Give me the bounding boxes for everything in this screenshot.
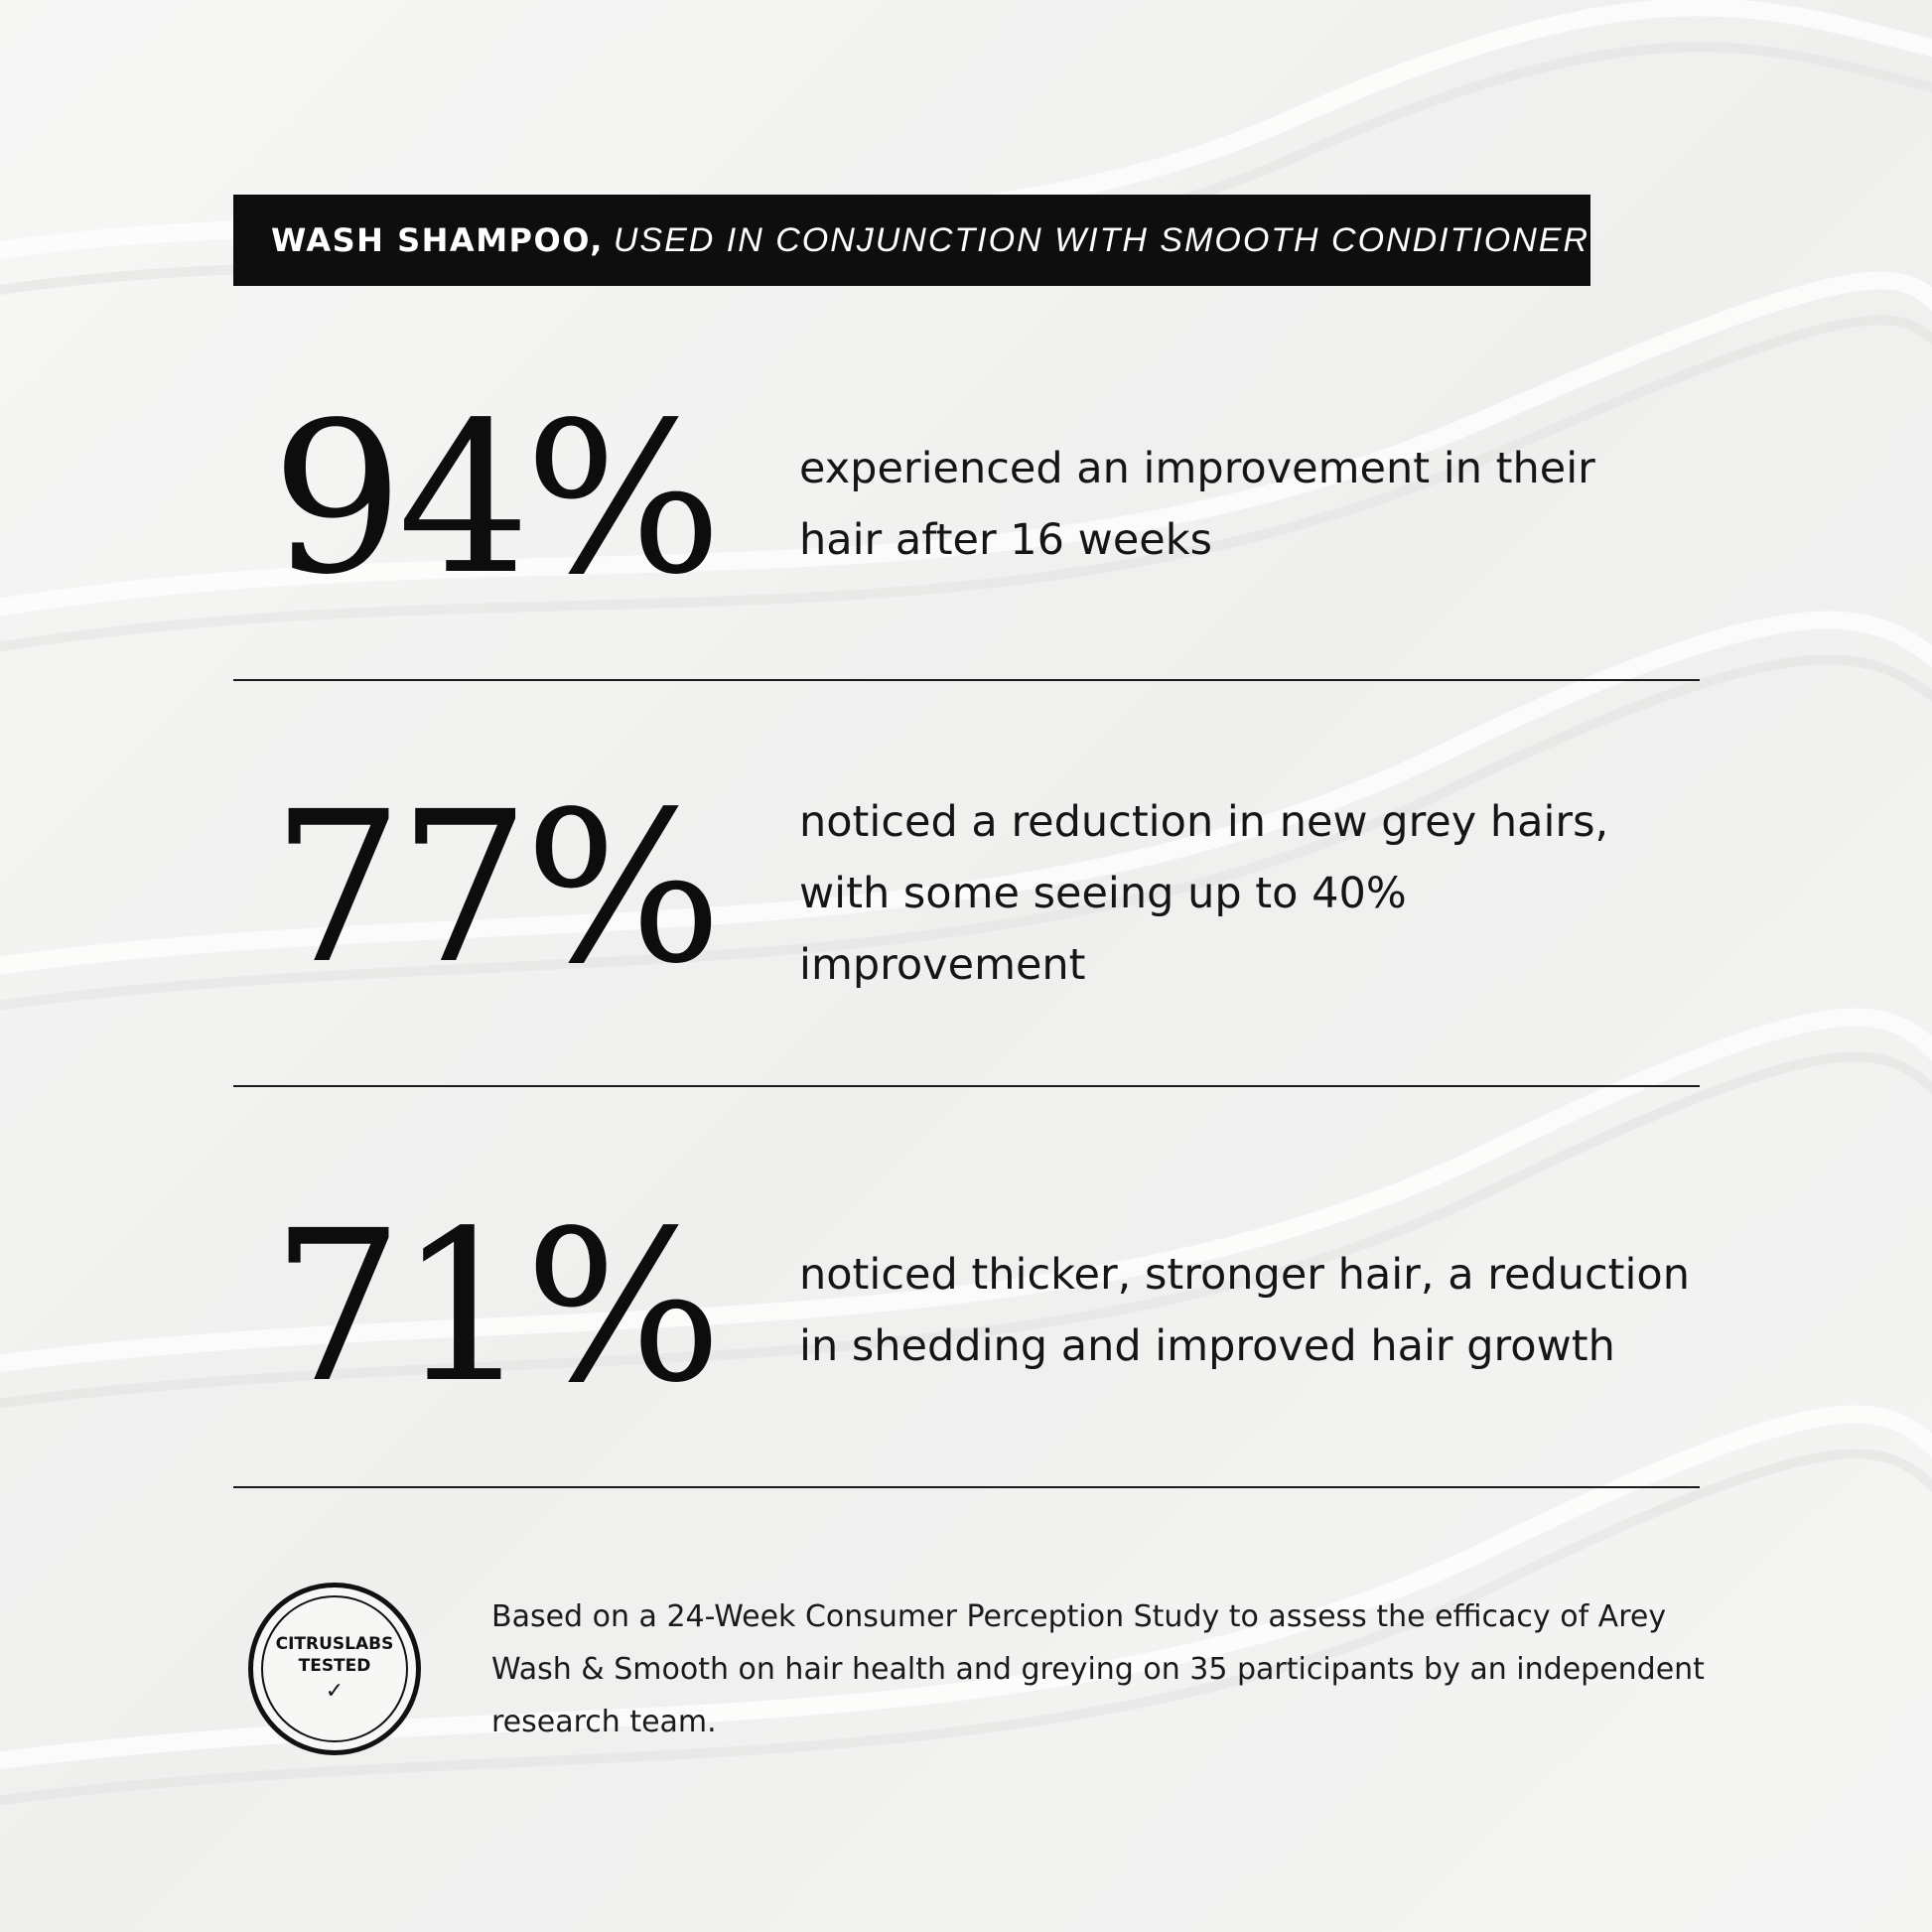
badge-brand-text: CITRUSLABS bbox=[275, 1634, 394, 1654]
stat-percentage: 71% bbox=[271, 1185, 717, 1429]
divider-line bbox=[233, 1085, 1700, 1087]
section-header-bar bbox=[233, 195, 1590, 286]
badge-status-text: TESTED bbox=[298, 1656, 371, 1676]
stat-description: noticed thicker, stronger hair, a reduction in shedding and improved hair growth bbox=[799, 1250, 1690, 1371]
study-footnote: Based on a 24-Week Consumer Perception Study to assess the efficacy of Arey Wash & Smooth on hair health and greying on 35 participants by an independent research team. bbox=[491, 1599, 1705, 1739]
product-name: WASH SHAMPOO, bbox=[271, 221, 604, 259]
citruslabs-tested-badge bbox=[248, 1583, 421, 1755]
stat-row-2 bbox=[233, 735, 1700, 1072]
product-usage-note: USED IN CONJUNCTION WITH SMOOTH CONDITIONER bbox=[613, 220, 1590, 259]
stat-row-3 bbox=[233, 1152, 1700, 1469]
divider-line bbox=[233, 679, 1700, 681]
stat-description: noticed a reduction in new grey hairs, with some seeing up to 40% improvement bbox=[799, 797, 1609, 990]
stat-percentage: 94% bbox=[271, 377, 717, 621]
stat-row-1 bbox=[233, 357, 1700, 675]
divider-line bbox=[233, 1486, 1700, 1488]
stat-percentage: 77% bbox=[271, 766, 717, 1010]
badge-inner-ring bbox=[261, 1595, 408, 1742]
checkmark-icon: ✓ bbox=[325, 1679, 345, 1704]
stat-description: experienced an improvement in their hair after 16 weeks bbox=[799, 444, 1595, 565]
